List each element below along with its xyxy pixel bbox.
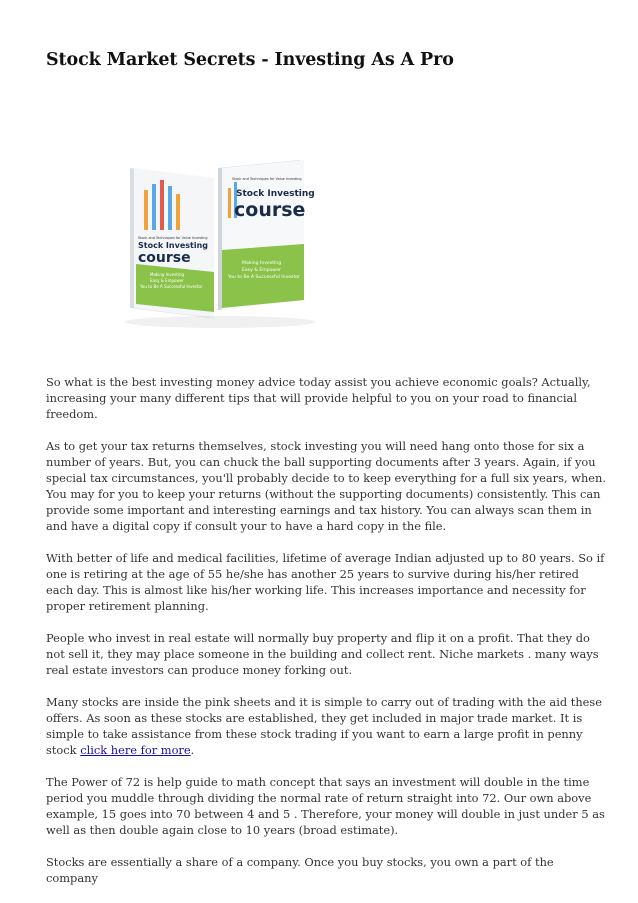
click-here-link[interactable]: click here for more — [80, 743, 191, 757]
back-book-band-line2: Easy & Empower — [150, 278, 184, 283]
paragraph-2: As to get your tax returns themselves, stock investing you will need hang onto those for six a number of years. But, you can chuck the ball supporting documents after 3 years. Again, if you special tax circumstances, you'll probably decide to to keep everything for a full six years, when. You may for you to keep your returns (without the supporting documents) consistently. This can provide some important and interesting earnings and tax history. You can always scan them in and have a digital copy if consult your to have a hard copy in the file. — [46, 439, 606, 533]
back-book-top-text: Stock and Techniques for Value Investing — [138, 236, 208, 240]
back-book-band-line3: You to Be A Successful Investor — [140, 284, 203, 289]
paragraph-5-text: Many stocks are inside the pink sheets and it is simple to carry out of trading with the aid these offers. As soon as these stocks are established, they get included in major trade market. It is simple to take assistance from these stock trading if you want to earn a large profit in penny stock — [46, 695, 602, 757]
page-title: Stock Market Secrets - Investing As A Pro — [46, 50, 454, 70]
paragraph-6: The Power of 72 is help guide to math concept that says an investment will double in the time period you muddle through dividing the normal rate of return straight into 72. Our own above example, 15 goes into 70 between 4 and 5 . Therefore, your money will double in just under 5 as well as then double again close to 10 years (broad estimate). — [46, 775, 605, 837]
book-cover-illustration — [110, 150, 330, 350]
back-book — [130, 168, 214, 318]
back-book-title-line2: course — [138, 250, 191, 266]
book-cover-image — [110, 150, 330, 350]
paragraph-5 — [46, 694, 606, 758]
front-book-band-line3: You to Be A Successful Investor — [228, 275, 300, 280]
paragraph-7: Stocks are essentially a share of a company. Once you buy stocks, you own a part of the company — [46, 855, 554, 885]
paragraph-1: So what is the best investing money advice today assist you achieve economic goals? Actually, increasing your many different tips that will provide helpful to you on your road to financial freedom. — [46, 375, 591, 421]
front-book — [218, 160, 315, 310]
paragraph-4: People who invest in real estate will normally buy property and flip it on a profit. That they do not sell it, they may place someone in the building and collect rent. Niche markets . many ways real estate investors can produce money forking out. — [46, 631, 599, 677]
back-book-title-line1: Stock Investing — [138, 241, 208, 250]
paragraph-5-end: . — [190, 743, 195, 757]
front-book-title-line1: Stock Investing — [236, 189, 315, 199]
book-shadow — [125, 316, 315, 328]
article-body — [46, 374, 606, 902]
front-book-band-line1: Making Investing — [242, 261, 282, 266]
paragraph-3: With better of life and medical facilities, lifetime of average Indian adjusted up to 80 years. So if one is retiring at the age of 55 he/she has another 25 years to survive during his/her retired each day. This is almost like his/her working life. This increases importance and necessity for proper retirement planning. — [46, 551, 605, 613]
front-book-title-line2: course — [234, 199, 306, 221]
front-book-band-line2: Easy & Empower — [242, 268, 281, 273]
back-book-band-line1: Making Investing — [150, 272, 185, 277]
front-book-top-text: Stock and Techniques for Value Investing — [232, 177, 302, 181]
